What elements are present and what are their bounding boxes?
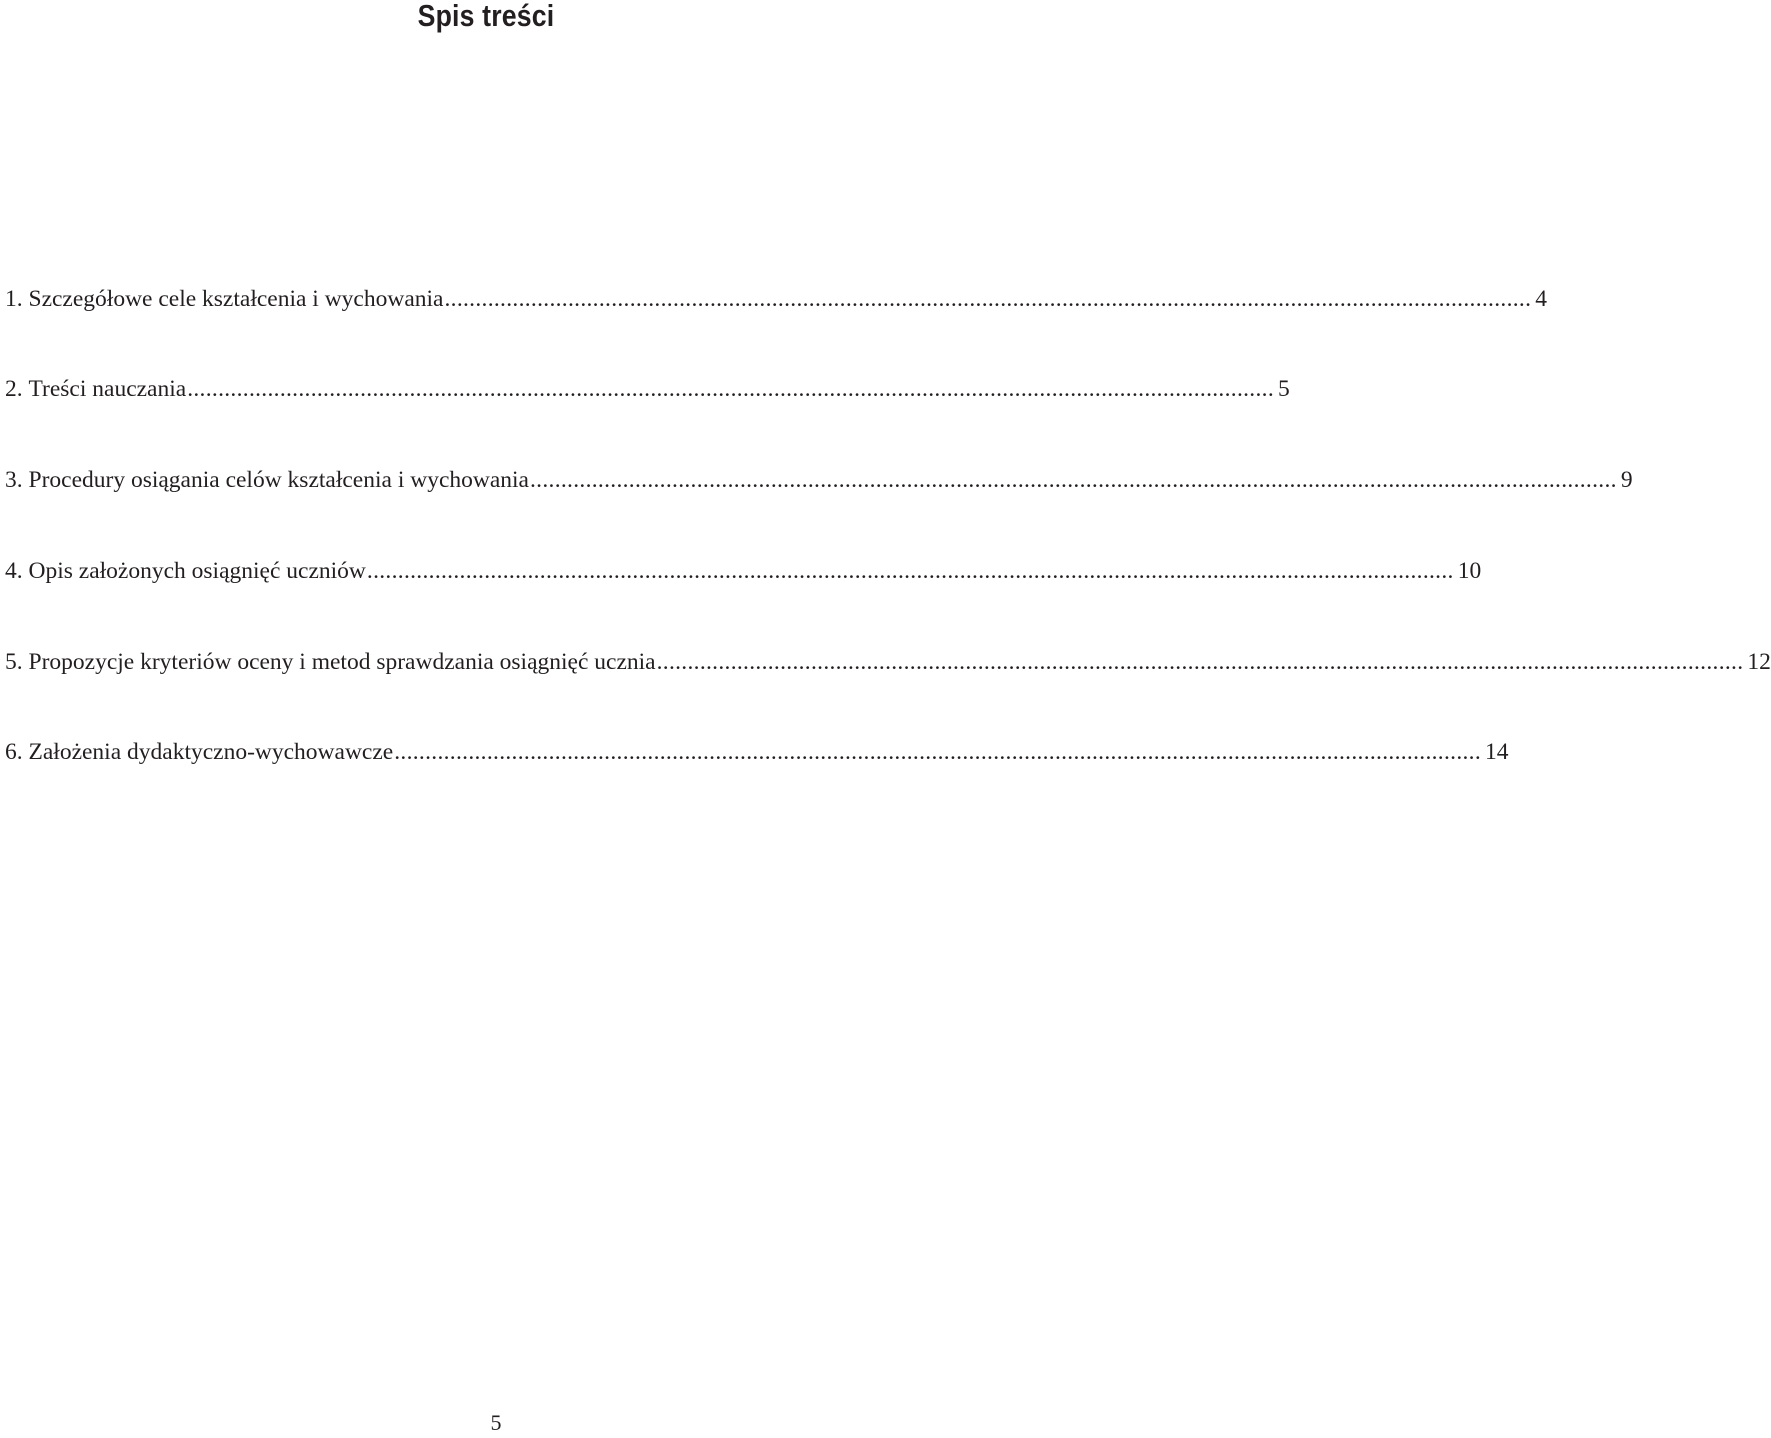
toc-entry[interactable]	[5, 646, 1771, 678]
toc-entry-title: Szczegółowe cele kształcenia i wychowania	[28, 286, 444, 312]
toc-entry-page: 12	[1747, 649, 1771, 675]
toc-entry-page: 9	[1620, 467, 1633, 493]
toc-dot-leader: ................................................................................................................................................................................	[187, 376, 1275, 402]
toc-entry-number: 6.	[5, 739, 23, 765]
toc-entry[interactable]	[5, 283, 1548, 315]
toc-dot-leader: ................................................................................................................................................................................	[530, 467, 1617, 493]
toc-entry-title: Opis założonych osiągnięć uczniów	[28, 558, 366, 584]
page-title: Spis treści	[417, 0, 555, 33]
toc-entry-page: 10	[1457, 558, 1482, 584]
toc-entry-title: Propozycje kryteriów oceny i metod sprawdzania osiągnięć ucznia	[28, 649, 656, 675]
toc-dot-leader: ................................................................................................................................................................................	[394, 739, 1482, 765]
toc-entry-number: 2.	[5, 376, 23, 402]
toc-entry-page: 4	[1535, 286, 1548, 312]
page-number: 5	[490, 1410, 502, 1435]
toc-entry-title: Założenia dydaktyczno-wychowawcze	[28, 739, 394, 765]
toc-entry[interactable]	[5, 736, 1509, 768]
toc-entry[interactable]	[5, 555, 1482, 587]
toc-entry-number: 3.	[5, 467, 23, 493]
toc-entry-page: 14	[1485, 739, 1509, 765]
toc-dot-leader: ................................................................................................................................................................................	[656, 649, 1744, 675]
toc-dot-leader: ................................................................................................................................................................................	[366, 558, 1454, 584]
toc-entry-number: 4.	[5, 558, 23, 584]
toc-entry-title: Procedury osiągania celów kształcenia i wychowania	[28, 467, 529, 493]
toc-entry-page: 5	[1278, 376, 1290, 402]
toc-entry[interactable]	[5, 373, 1290, 405]
toc-entry-title: Treści nauczania	[28, 376, 187, 402]
toc-entry[interactable]	[5, 464, 1633, 496]
toc-dot-leader: ................................................................................................................................................................................	[444, 286, 1532, 312]
toc-entry-number: 1.	[5, 286, 23, 312]
toc-entry-number: 5.	[5, 649, 23, 675]
